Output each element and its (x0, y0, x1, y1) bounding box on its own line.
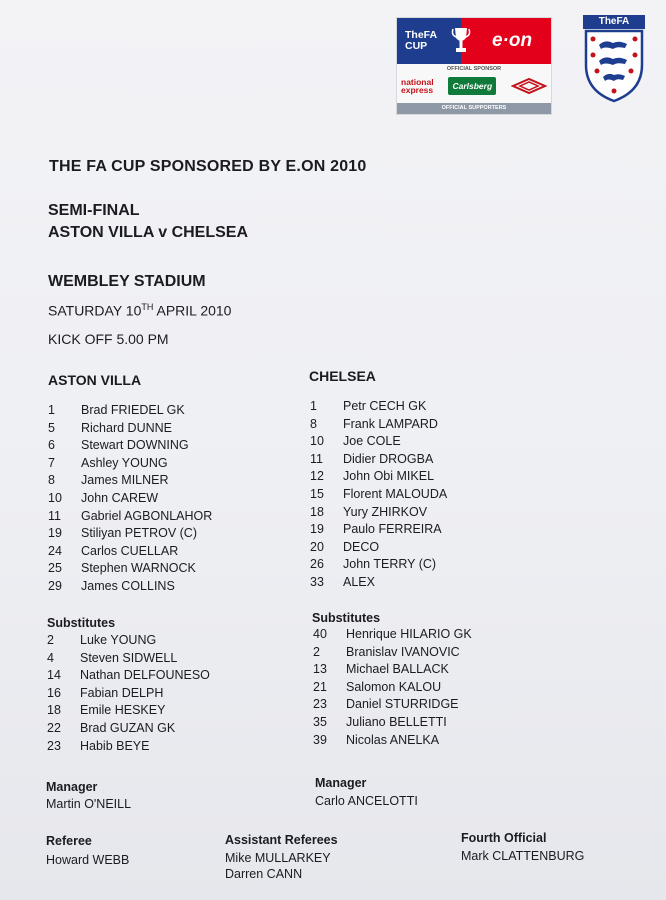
squad-number: 18 (47, 703, 61, 718)
player-name: Emile HESKEY (80, 703, 166, 718)
player-name: James COLLINS (81, 578, 175, 593)
player-row (310, 451, 560, 469)
squad-number: 2 (47, 633, 54, 647)
player-name: Florent MALOUDA (343, 486, 448, 501)
home-manager-label: Manager (46, 780, 98, 794)
player-row (310, 504, 560, 522)
player-name: Didier DROGBA (343, 451, 434, 466)
assistant-referee-2: Darren CANN (225, 867, 303, 881)
player-row (310, 521, 560, 539)
fourth-official-label: Fourth Official (461, 831, 547, 845)
umbro-logo-icon (511, 77, 547, 95)
player-name: Yury ZHIRKOV (343, 504, 428, 519)
match-date-ordinal: TH (141, 302, 154, 312)
eon-logo: e·on (473, 18, 551, 64)
squad-number: 8 (310, 416, 317, 431)
player-name: John Obi MIKEL (343, 469, 435, 484)
competition-title: THE FA CUP SPONSORED BY E.ON 2010 (49, 158, 367, 175)
squad-number: 11 (310, 451, 323, 466)
player-name: DECO (343, 539, 380, 554)
squad-number: 29 (48, 578, 62, 593)
official-sponsor-label: OFFICIAL SPONSOR (446, 66, 502, 72)
player-row (313, 714, 563, 732)
squad-number: 15 (310, 486, 324, 501)
away-starting-list (310, 398, 560, 592)
round-title: SEMI-FINAL (48, 202, 140, 219)
assistant-referees-label: Assistant Referees (225, 833, 338, 847)
player-row (310, 398, 560, 416)
player-row (310, 433, 560, 451)
player-name: Juliano BELLETTI (346, 714, 447, 729)
player-name: Brad FRIEDEL GK (81, 403, 185, 417)
player-row (48, 543, 298, 561)
player-row (48, 455, 298, 473)
player-row (47, 702, 297, 720)
player-row (310, 539, 560, 557)
player-name: Salomon KALOU (346, 679, 442, 694)
referee-name: Howard WEBB (46, 853, 130, 867)
player-name: Brad GUZAN GK (80, 720, 176, 735)
player-name: Henrique HILARIO GK (346, 627, 472, 641)
player-row (48, 472, 298, 490)
player-row (313, 679, 563, 697)
squad-number: 12 (310, 469, 324, 484)
squad-number: 23 (313, 697, 327, 712)
kickoff-time: KICK OFF 5.00 PM (48, 331, 169, 347)
player-row (48, 560, 298, 578)
match-date-day: SATURDAY 10 (48, 302, 142, 319)
squad-number: 6 (48, 438, 55, 453)
player-name: Branislav IVANOVIC (346, 644, 460, 659)
player-row (313, 626, 563, 644)
squad-number: 39 (313, 732, 327, 747)
player-row (48, 525, 298, 543)
squad-number: 40 (313, 627, 327, 641)
squad-number: 23 (47, 738, 61, 753)
fourth-official-name: Mark CLATTENBURG (461, 849, 585, 863)
player-row (47, 685, 297, 703)
squad-number: 8 (48, 473, 55, 488)
player-row (313, 696, 563, 714)
squad-number: 10 (48, 490, 62, 505)
player-row (313, 644, 563, 662)
squad-number: 11 (48, 508, 61, 523)
player-row (48, 508, 298, 526)
carlsberg-logo: Carlsberg (448, 77, 496, 95)
player-row (310, 486, 560, 504)
referee-label: Referee (46, 834, 92, 848)
player-name: Stiliyan PETROV (C) (81, 526, 197, 541)
player-row (313, 661, 563, 679)
home-manager: Martin O'NEILL (46, 797, 132, 811)
player-row (48, 490, 298, 508)
fa-crest-label: TheFA (583, 15, 645, 29)
player-name: Petr CECH GK (343, 399, 427, 413)
player-name: John TERRY (C) (343, 557, 437, 572)
squad-number: 33 (310, 574, 324, 589)
official-supporters-label: OFFICIAL SUPPORTERS (397, 103, 551, 114)
fa-cup-logo (397, 18, 449, 64)
fa-cup-logo-line2: CUP (405, 40, 428, 52)
squad-number: 35 (313, 714, 327, 729)
fixture-title: ASTON VILLA v CHELSEA (48, 224, 249, 241)
player-name: Carlos CUELLAR (81, 543, 179, 558)
player-name: Nicolas ANELKA (346, 732, 440, 747)
home-starting-list (48, 402, 298, 596)
squad-number: 22 (47, 720, 61, 735)
player-name: Luke YOUNG (80, 633, 157, 647)
squad-number: 19 (48, 526, 62, 541)
player-row (310, 468, 560, 486)
squad-number: 13 (313, 662, 327, 677)
home-subs-list (47, 632, 297, 755)
player-row (48, 578, 298, 596)
national-express-line1: national (401, 77, 434, 87)
match-date-rest: APRIL 2010 (153, 302, 232, 319)
match-date (48, 302, 231, 319)
squad-number: 16 (47, 685, 61, 700)
player-row (47, 632, 297, 650)
player-row (48, 437, 298, 455)
squad-number: 10 (310, 434, 324, 449)
squad-number: 25 (48, 561, 62, 576)
squad-number: 18 (310, 504, 324, 519)
away-subs-label: Substitutes (312, 611, 381, 625)
player-name: Michael BALLACK (346, 662, 449, 677)
player-name: Nathan DELFOUNESO (80, 668, 210, 683)
squad-number: 21 (313, 679, 327, 694)
supporter-logos (401, 74, 547, 98)
national-express-line2: express (401, 85, 434, 95)
squad-number: 26 (310, 557, 324, 572)
player-name: Ashley YOUNG (81, 455, 168, 470)
player-name: Stewart DOWNING (81, 438, 189, 453)
player-row (47, 667, 297, 685)
player-name: Steven SIDWELL (80, 650, 178, 665)
player-name: James MILNER (81, 473, 169, 488)
player-row (48, 402, 298, 420)
fa-cup-trophy-icon (449, 18, 473, 64)
player-row (47, 738, 297, 756)
player-row (48, 420, 298, 438)
home-team-name: ASTON VILLA (48, 372, 142, 388)
player-name: Gabriel AGBONLAHOR (81, 508, 213, 523)
player-row (313, 732, 563, 750)
fa-cup-eon-logo (397, 18, 551, 64)
squad-number: 19 (310, 522, 324, 537)
assistant-referee-1: Mike MULLARKEY (225, 851, 331, 865)
squad-number: 5 (48, 420, 55, 435)
fa-crest (583, 15, 645, 103)
player-name: Frank LAMPARD (343, 416, 438, 431)
away-subs-list (313, 626, 563, 749)
squad-number: 1 (48, 403, 55, 417)
player-name: Richard DUNNE (81, 420, 172, 435)
home-subs-label: Substitutes (47, 616, 116, 630)
fa-cup-logo-line1: TheFA (405, 29, 438, 41)
sponsor-banner (396, 17, 552, 115)
away-manager-label: Manager (315, 776, 367, 790)
player-name: ALEX (343, 574, 375, 589)
player-row (47, 720, 297, 738)
away-manager: Carlo ANCELOTTI (315, 794, 418, 808)
squad-number: 14 (47, 668, 61, 683)
player-name: Stephen WARNOCK (81, 561, 196, 576)
player-row (310, 574, 560, 592)
squad-number: 1 (310, 399, 317, 413)
squad-number: 20 (310, 539, 324, 554)
player-name: John CAREW (81, 490, 159, 505)
national-express-logo (401, 78, 434, 94)
venue-title: WEMBLEY STADIUM (48, 273, 206, 290)
squad-number: 24 (48, 543, 62, 558)
squad-number: 7 (48, 455, 55, 470)
player-row (310, 556, 560, 574)
away-team-name: CHELSEA (309, 368, 376, 384)
squad-number: 4 (47, 650, 54, 665)
player-name: Fabian DELPH (80, 685, 164, 700)
three-lions-shield-icon (583, 29, 645, 103)
player-row (310, 416, 560, 434)
player-name: Daniel STURRIDGE (346, 697, 459, 712)
player-name: Paulo FERREIRA (343, 522, 442, 537)
player-name: Joe COLE (343, 434, 401, 449)
squad-number: 2 (313, 644, 320, 659)
player-name: Habib BEYE (80, 738, 150, 753)
player-row (47, 650, 297, 668)
